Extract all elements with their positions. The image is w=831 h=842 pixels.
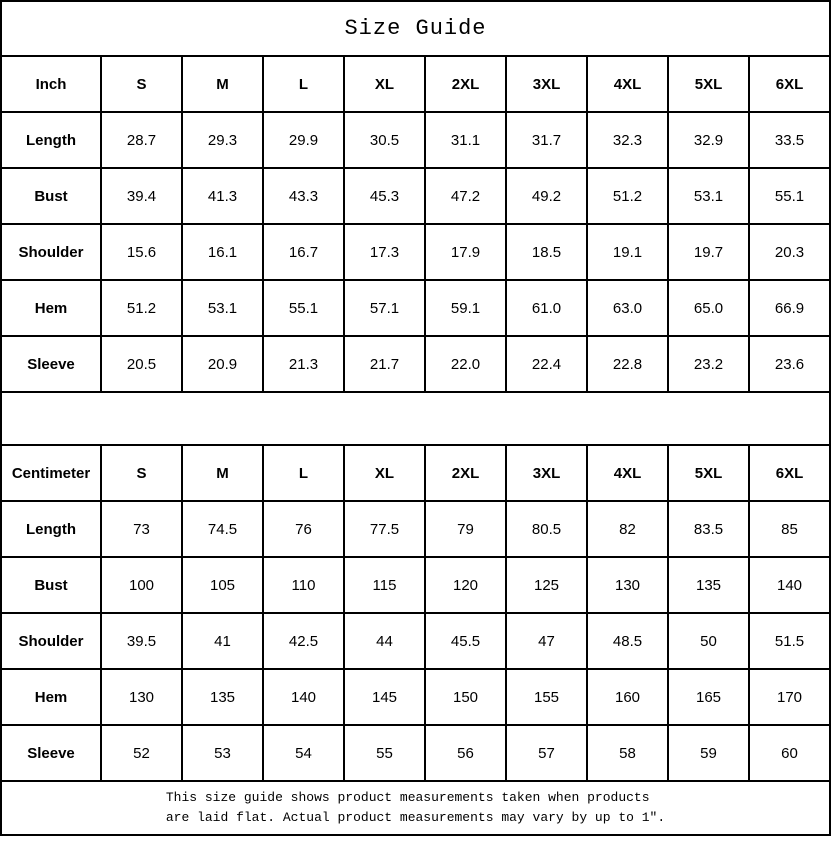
table-spacer xyxy=(1,392,830,445)
value-cell: 57.1 xyxy=(344,280,425,336)
value-cell: 23.2 xyxy=(668,336,749,392)
table-row xyxy=(1,501,830,557)
value-cell: 30.5 xyxy=(344,112,425,168)
value-cell: 47.2 xyxy=(425,168,506,224)
title-row xyxy=(1,1,830,56)
value-cell: 55 xyxy=(344,725,425,781)
size-header-cell: M xyxy=(182,445,263,501)
row-label: Hem xyxy=(1,669,101,725)
value-cell: 105 xyxy=(182,557,263,613)
header-row xyxy=(1,445,830,501)
value-cell: 41.3 xyxy=(182,168,263,224)
value-cell: 125 xyxy=(506,557,587,613)
value-cell: 15.6 xyxy=(101,224,182,280)
value-cell: 51.5 xyxy=(749,613,830,669)
header-row xyxy=(1,56,830,112)
value-cell: 19.1 xyxy=(587,224,668,280)
value-cell: 115 xyxy=(344,557,425,613)
value-cell: 45.5 xyxy=(425,613,506,669)
size-header-cell: S xyxy=(101,445,182,501)
value-cell: 22.4 xyxy=(506,336,587,392)
value-cell: 20.5 xyxy=(101,336,182,392)
value-cell: 20.3 xyxy=(749,224,830,280)
value-cell: 28.7 xyxy=(101,112,182,168)
value-cell: 54 xyxy=(263,725,344,781)
table-row xyxy=(1,280,830,336)
size-header-cell: 5XL xyxy=(668,56,749,112)
table-row xyxy=(1,112,830,168)
value-cell: 85 xyxy=(749,501,830,557)
size-header-cell: M xyxy=(182,56,263,112)
value-cell: 73 xyxy=(101,501,182,557)
spacer-section xyxy=(1,392,830,445)
value-cell: 55.1 xyxy=(263,280,344,336)
value-cell: 51.2 xyxy=(101,280,182,336)
value-cell: 17.3 xyxy=(344,224,425,280)
size-header-cell: 3XL xyxy=(506,445,587,501)
value-cell: 51.2 xyxy=(587,168,668,224)
value-cell: 32.3 xyxy=(587,112,668,168)
value-cell: 80.5 xyxy=(506,501,587,557)
size-header-cell: L xyxy=(263,56,344,112)
value-cell: 63.0 xyxy=(587,280,668,336)
row-label: Length xyxy=(1,501,101,557)
value-cell: 53.1 xyxy=(182,280,263,336)
value-cell: 55.1 xyxy=(749,168,830,224)
value-cell: 53 xyxy=(182,725,263,781)
footer-section xyxy=(1,781,830,835)
table-row xyxy=(1,669,830,725)
value-cell: 76 xyxy=(263,501,344,557)
value-cell: 100 xyxy=(101,557,182,613)
row-label: Sleeve xyxy=(1,725,101,781)
value-cell: 155 xyxy=(506,669,587,725)
value-cell: 16.1 xyxy=(182,224,263,280)
value-cell: 60 xyxy=(749,725,830,781)
value-cell: 150 xyxy=(425,669,506,725)
footer-line-1: This size guide shows product measurements taken when products xyxy=(165,790,650,805)
value-cell: 140 xyxy=(263,669,344,725)
table-row xyxy=(1,336,830,392)
value-cell: 31.1 xyxy=(425,112,506,168)
size-header-cell: 4XL xyxy=(587,445,668,501)
value-cell: 79 xyxy=(425,501,506,557)
row-label: Bust xyxy=(1,557,101,613)
value-cell: 59.1 xyxy=(425,280,506,336)
spacer-row xyxy=(1,392,830,445)
value-cell: 22.8 xyxy=(587,336,668,392)
value-cell: 17.9 xyxy=(425,224,506,280)
value-cell: 31.7 xyxy=(506,112,587,168)
size-header-cell: L xyxy=(263,445,344,501)
size-header-cell: XL xyxy=(344,445,425,501)
value-cell: 52 xyxy=(101,725,182,781)
table-row xyxy=(1,168,830,224)
value-cell: 29.3 xyxy=(182,112,263,168)
value-cell: 77.5 xyxy=(344,501,425,557)
value-cell: 49.2 xyxy=(506,168,587,224)
value-cell: 21.7 xyxy=(344,336,425,392)
value-cell: 135 xyxy=(668,557,749,613)
value-cell: 23.6 xyxy=(749,336,830,392)
value-cell: 83.5 xyxy=(668,501,749,557)
value-cell: 120 xyxy=(425,557,506,613)
value-cell: 59 xyxy=(668,725,749,781)
value-cell: 110 xyxy=(263,557,344,613)
table-row xyxy=(1,613,830,669)
value-cell: 44 xyxy=(344,613,425,669)
value-cell: 20.9 xyxy=(182,336,263,392)
footer-text xyxy=(166,788,665,828)
table-row xyxy=(1,557,830,613)
size-header-cell: 6XL xyxy=(749,56,830,112)
footer-row xyxy=(1,781,830,835)
value-cell: 43.3 xyxy=(263,168,344,224)
value-cell: 61.0 xyxy=(506,280,587,336)
size-header-cell: 2XL xyxy=(425,445,506,501)
size-header-cell: S xyxy=(101,56,182,112)
value-cell: 74.5 xyxy=(182,501,263,557)
value-cell: 32.9 xyxy=(668,112,749,168)
size-header-cell: 5XL xyxy=(668,445,749,501)
value-cell: 45.3 xyxy=(344,168,425,224)
value-cell: 18.5 xyxy=(506,224,587,280)
value-cell: 65.0 xyxy=(668,280,749,336)
value-cell: 130 xyxy=(101,669,182,725)
footer-note xyxy=(1,781,830,835)
value-cell: 56 xyxy=(425,725,506,781)
value-cell: 50 xyxy=(668,613,749,669)
row-label: Length xyxy=(1,112,101,168)
row-label: Sleeve xyxy=(1,336,101,392)
size-header-cell: 2XL xyxy=(425,56,506,112)
row-label: Bust xyxy=(1,168,101,224)
size-header-cell: XL xyxy=(344,56,425,112)
row-label: Shoulder xyxy=(1,613,101,669)
size-header-cell: 6XL xyxy=(749,445,830,501)
row-label: Shoulder xyxy=(1,224,101,280)
value-cell: 29.9 xyxy=(263,112,344,168)
value-cell: 165 xyxy=(668,669,749,725)
value-cell: 48.5 xyxy=(587,613,668,669)
value-cell: 53.1 xyxy=(668,168,749,224)
page-title: Size Guide xyxy=(1,1,830,56)
value-cell: 47 xyxy=(506,613,587,669)
unit-header-cell: Centimeter xyxy=(1,445,101,501)
value-cell: 66.9 xyxy=(749,280,830,336)
value-cell: 140 xyxy=(749,557,830,613)
value-cell: 160 xyxy=(587,669,668,725)
inch-table xyxy=(1,56,830,392)
unit-header-cell: Inch xyxy=(1,56,101,112)
table-row xyxy=(1,224,830,280)
row-label: Hem xyxy=(1,280,101,336)
table-row xyxy=(1,725,830,781)
value-cell: 33.5 xyxy=(749,112,830,168)
value-cell: 82 xyxy=(587,501,668,557)
value-cell: 16.7 xyxy=(263,224,344,280)
value-cell: 39.4 xyxy=(101,168,182,224)
value-cell: 19.7 xyxy=(668,224,749,280)
value-cell: 41 xyxy=(182,613,263,669)
value-cell: 42.5 xyxy=(263,613,344,669)
value-cell: 170 xyxy=(749,669,830,725)
size-header-cell: 3XL xyxy=(506,56,587,112)
value-cell: 58 xyxy=(587,725,668,781)
value-cell: 130 xyxy=(587,557,668,613)
value-cell: 21.3 xyxy=(263,336,344,392)
value-cell: 22.0 xyxy=(425,336,506,392)
value-cell: 57 xyxy=(506,725,587,781)
footer-line-2: are laid flat. Actual product measurements may vary by up to 1″. xyxy=(165,810,666,825)
centimeter-table xyxy=(1,445,830,781)
value-cell: 145 xyxy=(344,669,425,725)
size-header-cell: 4XL xyxy=(587,56,668,112)
title-section xyxy=(1,1,830,56)
value-cell: 135 xyxy=(182,669,263,725)
value-cell: 39.5 xyxy=(101,613,182,669)
